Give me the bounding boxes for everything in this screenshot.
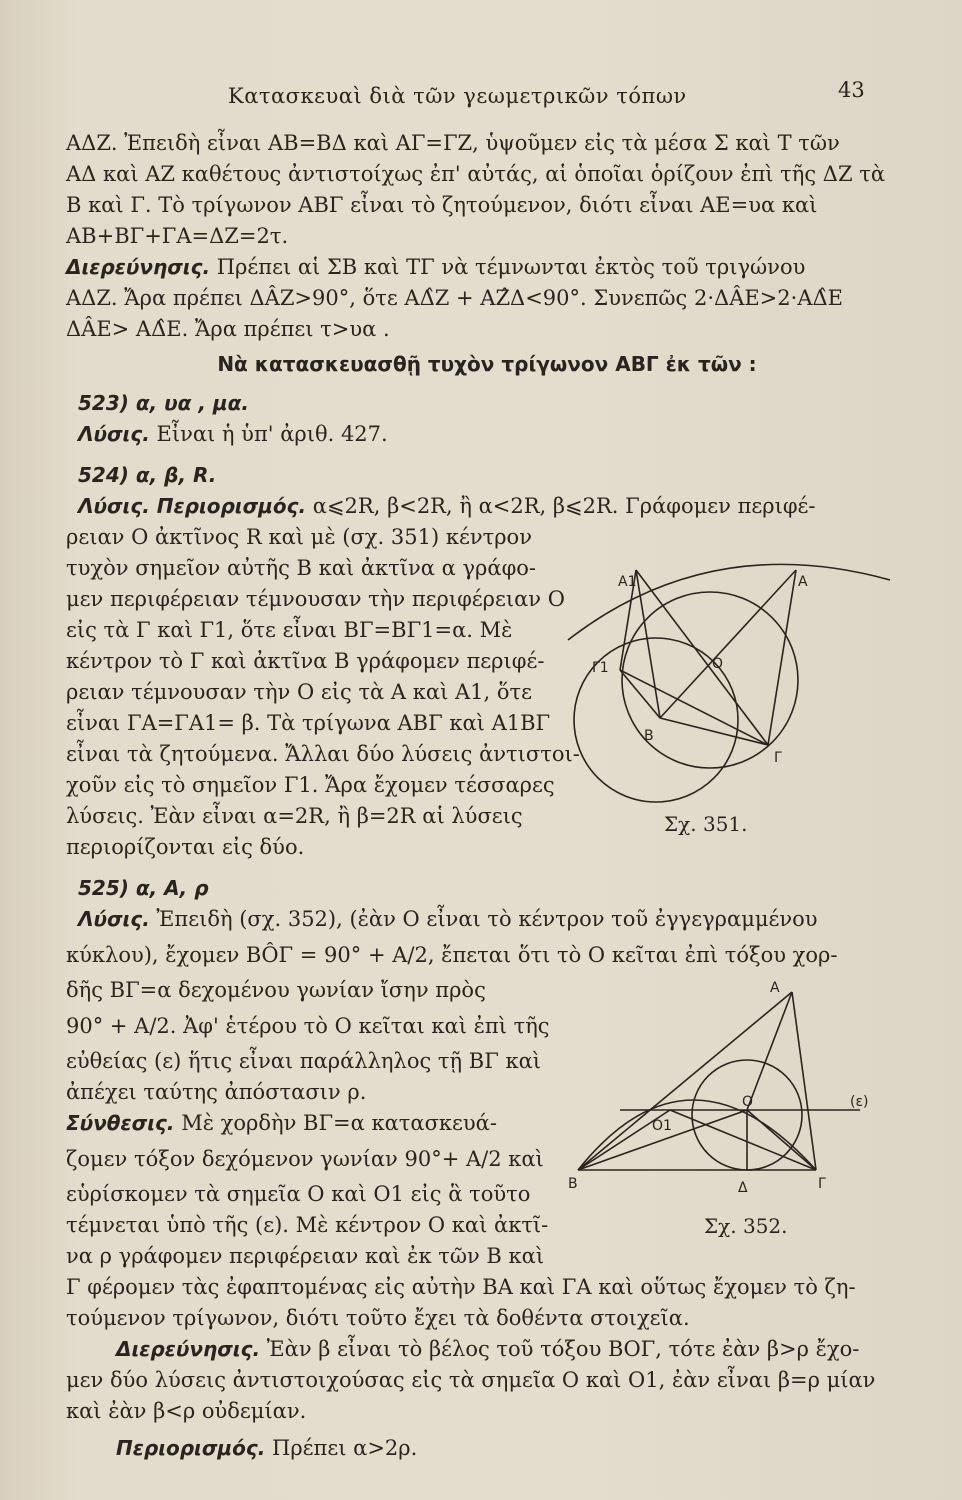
diereunisis-label: Διερεύνησις. (66, 255, 211, 279)
side-ag (792, 992, 816, 1170)
text-line: χοῦν εἰς τὸ σημεῖον Γ1. Ἄρα ἔχομεν τέσσαρες (66, 773, 555, 797)
text-line: Β καὶ Γ. Τὸ τρίγωνον ΑΒΓ εἶναι τὸ ζητούμενον, διότι εἶναι ΑΕ=υα καὶ (66, 193, 818, 217)
text-line: εὑρίσκομεν τὰ σημεῖα Ο καὶ Ο1 εἰς ἃ τοῦτο (66, 1182, 531, 1206)
text-line: τούμενον τρίγωνον, διότι τοῦτο ἔχει τὰ δοθέντα στοιχεῖα. (66, 1306, 690, 1330)
text-line: λύσεις. Ἐὰν εἶναι α=2R, ἢ β=2R αἱ λύσεις (66, 804, 523, 828)
text-line: Εἶναι ἡ ὑπ' ἀριθ. 427. (156, 422, 388, 446)
section-heading: Νὰ κατασκευασθῇ τυχὸν τρίγωνον ΑΒΓ ἐκ τῶν : (217, 352, 757, 376)
label-g: Γ (818, 1176, 826, 1192)
text-line: εὐθείας (ε) ἥτις εἶναι παράλληλος τῇ ΒΓ καὶ (66, 1049, 541, 1073)
synthesis-label: Σύνθεσις. (66, 1111, 175, 1135)
label-a: Α (770, 980, 780, 996)
diereunisis-section (66, 252, 908, 345)
problem-label: 523) α, υα , μα. (78, 391, 249, 415)
running-header (0, 78, 962, 118)
wrapped-text (66, 975, 556, 1272)
text-line: ἀπέχει ταύτης ἀπόστασιν ρ. (66, 1080, 367, 1104)
label-o1: Ο1 (652, 1118, 672, 1134)
text-line: ΑΔΖ. Ἐπειδὴ εἶναι ΑΒ=ΒΔ καὶ ΑΓ=ΓΖ, ὑψοῦμεν εἰς τὰ μέσα Σ καὶ Τ τῶν (66, 131, 840, 155)
line-b-g (660, 718, 768, 745)
label-a: Α (798, 574, 808, 590)
text-line: να ρ γράφομεν περιφέρειαν καὶ ἐκ τῶν Β καὶ (66, 1244, 545, 1268)
text-line: εἶναι τὰ ζητούμενα. Ἄλλαι δύο λύσεις ἀντιστοι- (66, 742, 580, 766)
text-line: τυχὸν σημεῖον αὐτῆς Β καὶ ἀκτῖνα α γράφο- (66, 556, 537, 580)
text-line: ΑΔ καὶ ΑΖ καθέτους ἀντιστοίχως ἐπ' αὐτάς, αἱ ὁποῖαι ὁρίζουν ἐπὶ τῆς ΔΖ τὰ (66, 162, 886, 186)
solution-label: Λύσις. (78, 907, 150, 931)
label-o: Ο (742, 1094, 754, 1110)
text-line: δῆς ΒΓ=α δεχομένου γωνίαν ἴσην πρὸς (66, 978, 486, 1002)
figure-352-caption: Σχ. 352. (704, 1214, 788, 1238)
text-line: ΑΔΖ. Ἄρα πρέπει ΔÂΖ>90°, ὅτε ΑΔ̂Ζ + ΑΖ̂Δ<90°. Συνεπῶς 2·ΔÂΕ>2·ΑΔ̂Ε (66, 286, 843, 310)
paragraph-continuation (66, 128, 908, 252)
figure-351-caption: Σχ. 351. (664, 812, 748, 836)
text-line: μεν περιφέρειαν τέμνουσαν τὴν περιφέρειαν Ο (66, 587, 565, 611)
line-o1g (670, 1110, 816, 1170)
line-a1-g (636, 570, 768, 745)
text-line: ΔÂΕ> ΑΔ̂Ε. Ἄρα πρέπει τ>υα . (66, 317, 390, 341)
problem-label: 525) α, Α, ρ (78, 876, 209, 900)
text-line: ζομεν τόξον δεχόμενον γωνίαν 90°+ Α/2 καὶ (66, 1147, 544, 1171)
label-b: Β (644, 728, 654, 744)
problem-523 (66, 388, 908, 450)
text-line: τέμνεται ὑπὸ τῆς (ε). Μὲ κέντρον Ο καὶ ἀκτῖ- (66, 1213, 549, 1237)
problem-label: 524) α, β, R. (78, 463, 217, 487)
running-title: Κατασκευαὶ διὰ τῶν γεωμετρικῶν τόπων (228, 84, 687, 108)
text-line: κέντρον τὸ Γ καὶ ἀκτῖνα Β γράφομεν περιφέ- (66, 649, 545, 673)
text-line: 90° + Α/2. Ἀφ' ἑτέρου τὸ Ο κεῖται καὶ ἐπὶ τῆς (66, 1014, 550, 1038)
text-line: Γ φέρομεν τὰς ἐφαπτομένας εἰς αὐτὴν ΒΑ καὶ ΓΑ καὶ οὕτως ἔχομεν τὸ ζη- (66, 1275, 856, 1299)
diereunisis-label: Διερεύνησις. (116, 1337, 261, 1361)
large-arc (568, 564, 890, 640)
text-line: Ἐπειδὴ (σχ. 352), (ἐὰν Ο εἶναι τὸ κέντρον τοῦ ἐγγεγραμμένου (156, 907, 818, 931)
figure-352-drawing (560, 970, 900, 1200)
text-line: Πρέπει αἱ ΣΒ καὶ ΤΓ νὰ τέμνωνται ἐκτὸς τοῦ τριγώνου (216, 255, 806, 279)
text-line: Πρέπει α>2ρ. (272, 1436, 418, 1460)
line-og (747, 1110, 816, 1170)
figure-351 (560, 540, 900, 840)
text-line: ρειαν τέμνουσαν τὴν Ο εἰς τὰ Α καὶ Α1, ὅτε (66, 680, 532, 704)
text-line: περιορίζονται εἰς δύο. (66, 835, 305, 859)
text-line: κύκλου), ἔχομεν ΒÔΓ = 90° + Α/2, ἔπεται ὅτι τὸ Ο κεῖται ἐπὶ τόξου χορ- (66, 943, 838, 967)
side-ba (578, 992, 792, 1170)
text-line: Μὲ χορδὴν ΒΓ=α κατασκευά- (181, 1111, 497, 1135)
text-line: εἰς τὰ Γ καὶ Γ1, ὅτε εἶναι ΒΓ=ΒΓ1=α. Μὲ (66, 618, 513, 642)
periorismos-label: Περιορισμός. (116, 1436, 266, 1460)
label-epsilon: (ε) (850, 1094, 869, 1110)
label-g: Γ (774, 750, 782, 766)
text-line: Ἐὰν β εἶναι τὸ βέλος τοῦ τόξου ΒΟΓ, τότε ἐὰν β>ρ ἔχο- (266, 1337, 860, 1361)
text-line: εἶναι ΓΑ=ΓΑ1= β. Τὰ τρίγωνα ΑΒΓ καὶ Α1ΒΓ (66, 711, 551, 735)
text-line: ρειαν Ο ἀκτῖνος R καὶ μὲ (σχ. 351) κέντρον (66, 525, 532, 549)
text-line: α⩽2R, β<2R, ἢ α<2R, β⩽2R. Γράφομεν περιφέ- (312, 494, 816, 518)
solution-label: Λύσις. Περιορισμός. (78, 494, 307, 518)
page-number: 43 (838, 78, 865, 102)
label-b: Β (568, 1176, 578, 1192)
text-line: ΑΒ+ΒΓ+ΓΑ=ΔΖ=2τ. (66, 224, 289, 248)
label-g1: Γ1 (592, 660, 609, 676)
label-o: Ο (712, 656, 724, 672)
figure-352 (560, 970, 900, 1200)
text-line: καὶ ἐὰν β<ρ οὐδεμίαν. (66, 1399, 307, 1423)
label-a1: Α1 (618, 574, 637, 590)
figure-351-drawing (560, 540, 900, 840)
text-line: μεν δύο λύσεις ἀντιστοιχούσας εἰς τὰ σημεῖα Ο καὶ Ο1, ἐὰν εἶναι β=ρ μίαν (66, 1368, 876, 1392)
wrapped-text (66, 522, 580, 863)
solution-label: Λύσις. (78, 422, 150, 446)
label-d: Δ (738, 1180, 748, 1196)
